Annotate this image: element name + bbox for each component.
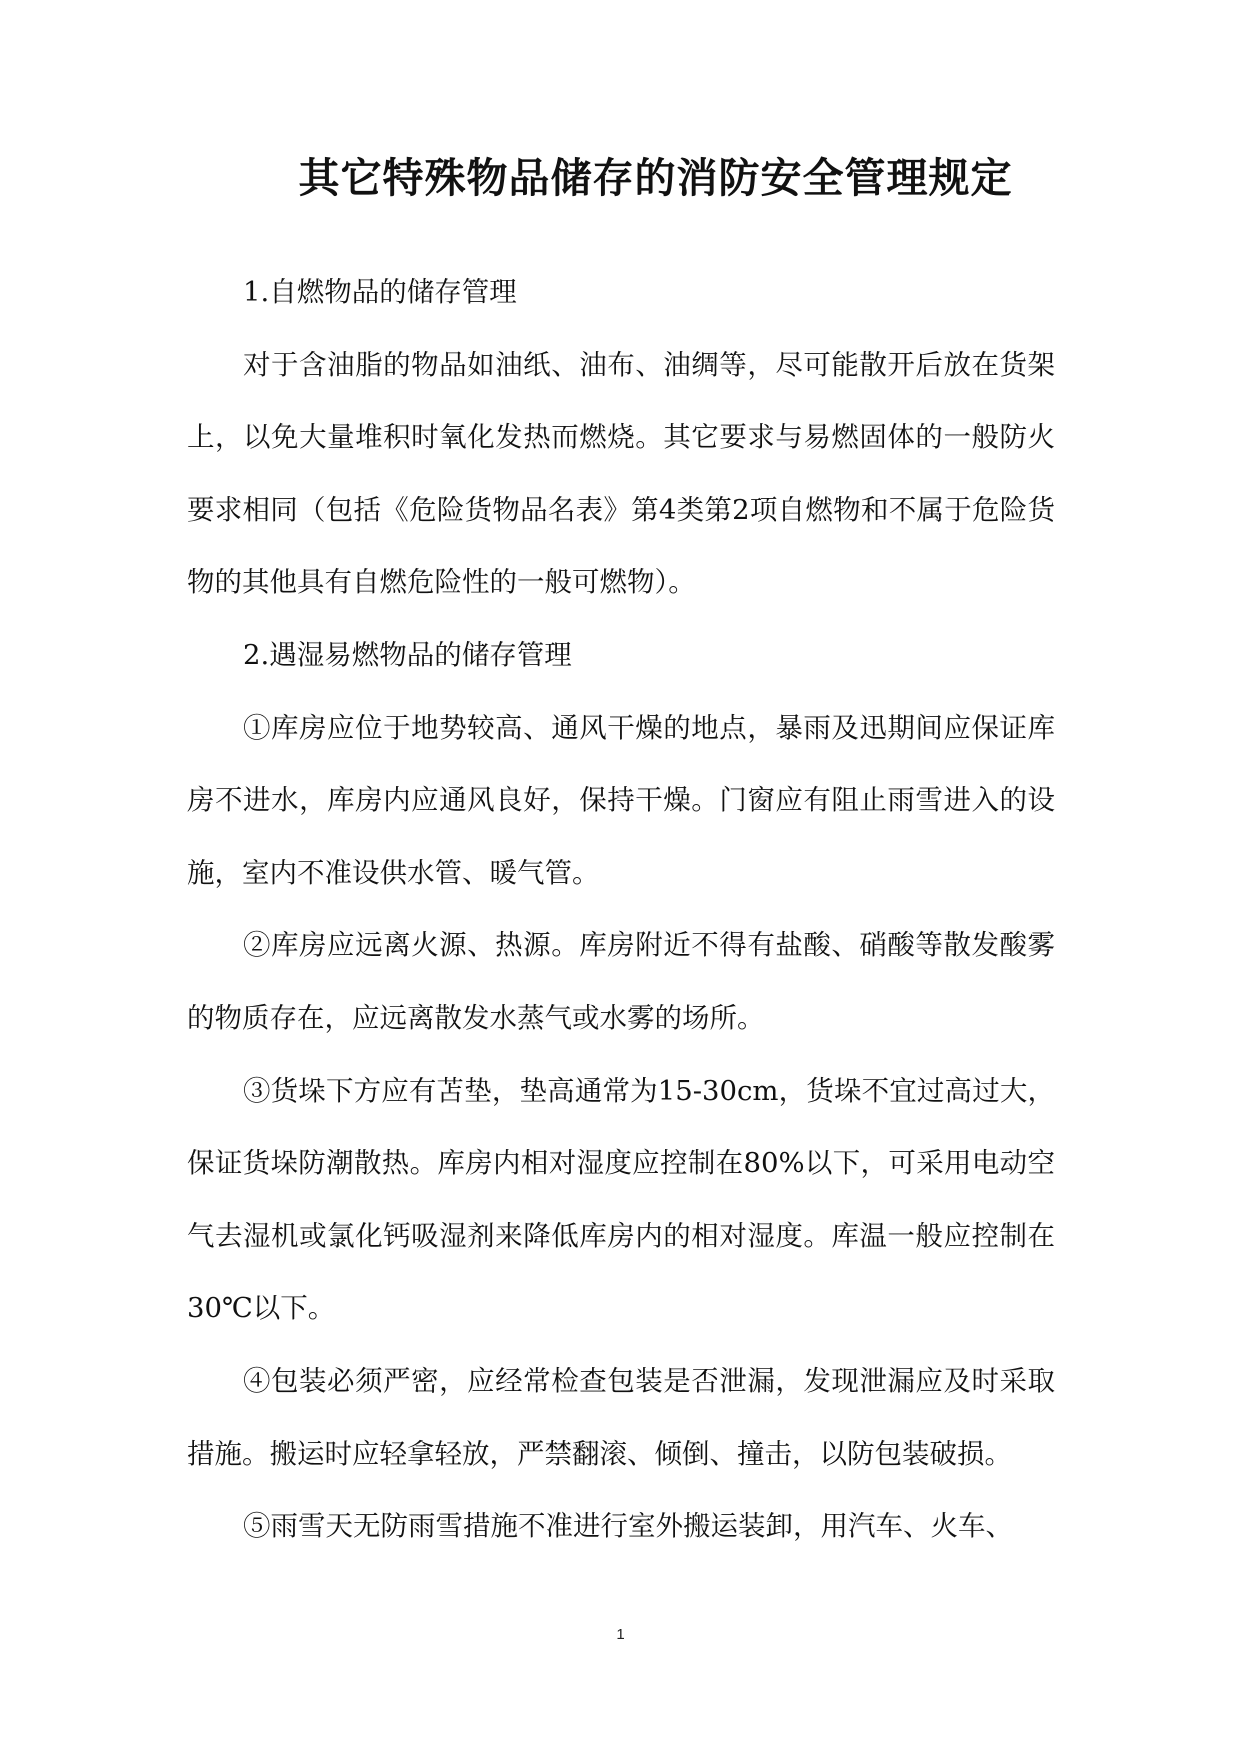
document-title: 其它特殊物品储存的消防安全管理规定: [298, 154, 1013, 202]
paragraph-item-2: ②库房应远离火源、热源。库房附近不得有盐酸、硝酸等散发酸雾的物质存在，应远离散发水蒸气或水雾的场所。: [187, 929, 1055, 1034]
paragraph-item-1: ①库房应位于地势较高、通风干燥的地点，暴雨及迅期间应保证库房不进水，库房内应通风良好，保持干燥。门窗应有阻止雨雪进入的设施，室内不准设供水管、暖气管。: [187, 711, 1055, 889]
paragraph-self-igniting: 对于含油脂的物品如油纸、油布、油绸等，尽可能散开后放在货架上，以免大量堆积时氧化发热而燃烧。其它要求与易燃固体的一般防火要求相同（包括《危险货物品名表》第4类第2项自燃物和不属于危险货物的其他具有自燃危险性的一般可燃物）。: [187, 348, 1055, 599]
paragraph-item-4: ④包装必须严密，应经常检查包装是否泄漏，发现泄漏应及时采取措施。搬运时应轻拿轻放，严禁翻滚、倾倒、撞击，以防包装破损。: [187, 1364, 1055, 1470]
section-heading-2: 2.遇湿易燃物品的储存管理: [243, 638, 572, 671]
section-heading-1: 1.自燃物品的储存管理: [243, 276, 517, 308]
page-number: 1: [616, 1626, 625, 1643]
paragraph-item-5: ⑤雨雪天无防雨雪措施不准进行室外搬运装卸，用汽车、火车、: [243, 1510, 1013, 1543]
paragraph-item-3: ③货垛下方应有苫垫，垫高通常为15-30cm，货垛不宜过高过大，保证货垛防潮散热。库房内相对湿度应控制在80%以下，可采用电动空气去湿机或氯化钙吸湿剂来降低库房内的相对湿度。库温一般应控制在30℃以下。: [187, 1074, 1055, 1325]
document-body: [187, 256, 1055, 1563]
